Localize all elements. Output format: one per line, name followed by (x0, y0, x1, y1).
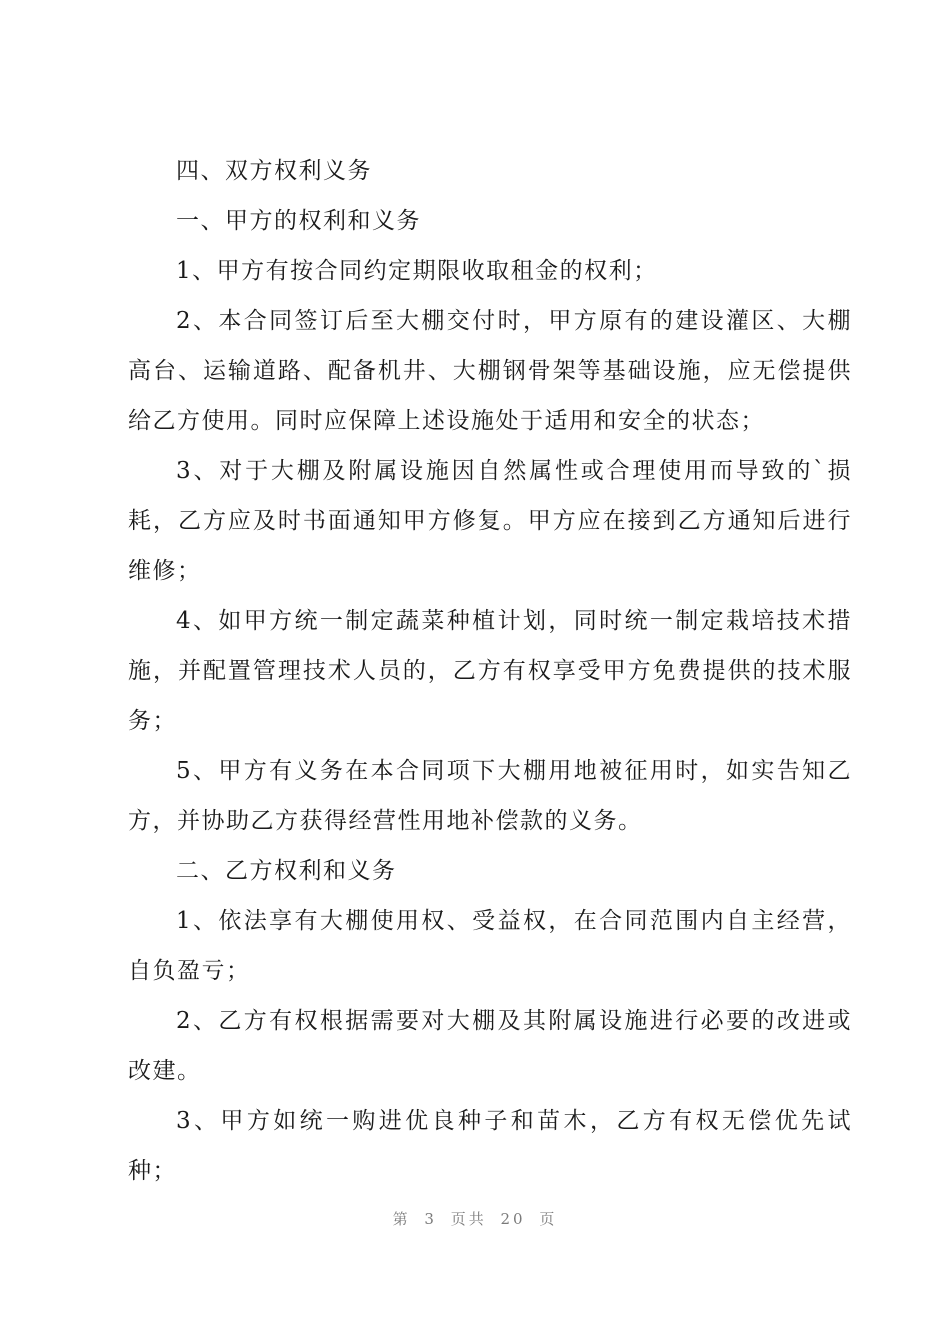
clause-paragraph: 1、依法享有大棚使用权、受益权，在合同范围内自主经营，自负盈亏； (128, 908, 852, 984)
subsection-heading: 一、甲方的权利和义务 (176, 208, 421, 234)
subsection-heading: 二、乙方权利和义务 (176, 858, 397, 884)
clause-paragraph: 1、甲方有按合同约定期限收取租金的权利； (176, 258, 658, 284)
document-body (128, 146, 852, 1196)
page-number-footer: 第 3 页共 20 页 (392, 1210, 558, 1228)
clause-paragraph: 2、乙方有权根据需要对大棚及其附属设施进行必要的改进或改建。 (128, 1008, 852, 1084)
section-heading: 四、双方权利义务 (176, 158, 372, 184)
clause-paragraph: 4、如甲方统一制定蔬菜种植计划，同时统一制定栽培技术措施，并配置管理技术人员的，乙方有权享受甲方免费提供的技术服务； (128, 608, 852, 734)
clause-paragraph: 5、甲方有义务在本合同项下大棚用地被征用时，如实告知乙方，并协助乙方获得经营性用地补偿款的义务。 (128, 758, 852, 834)
clause-paragraph: 2、本合同签订后至大棚交付时，甲方原有的建设灌区、大棚高台、运输道路、配备机井、大棚钢骨架等基础设施，应无偿提供给乙方使用。同时应保障上述设施处于适用和安全的状态； (128, 308, 852, 434)
clause-paragraph: 3、对于大棚及附属设施因自然属性或合理使用而导致的`损耗，乙方应及时书面通知甲方修复。甲方应在接到乙方通知后进行维修； (128, 458, 852, 584)
clause-paragraph: 3、甲方如统一购进优良种子和苗木，乙方有权无偿优先试种； (128, 1108, 852, 1184)
